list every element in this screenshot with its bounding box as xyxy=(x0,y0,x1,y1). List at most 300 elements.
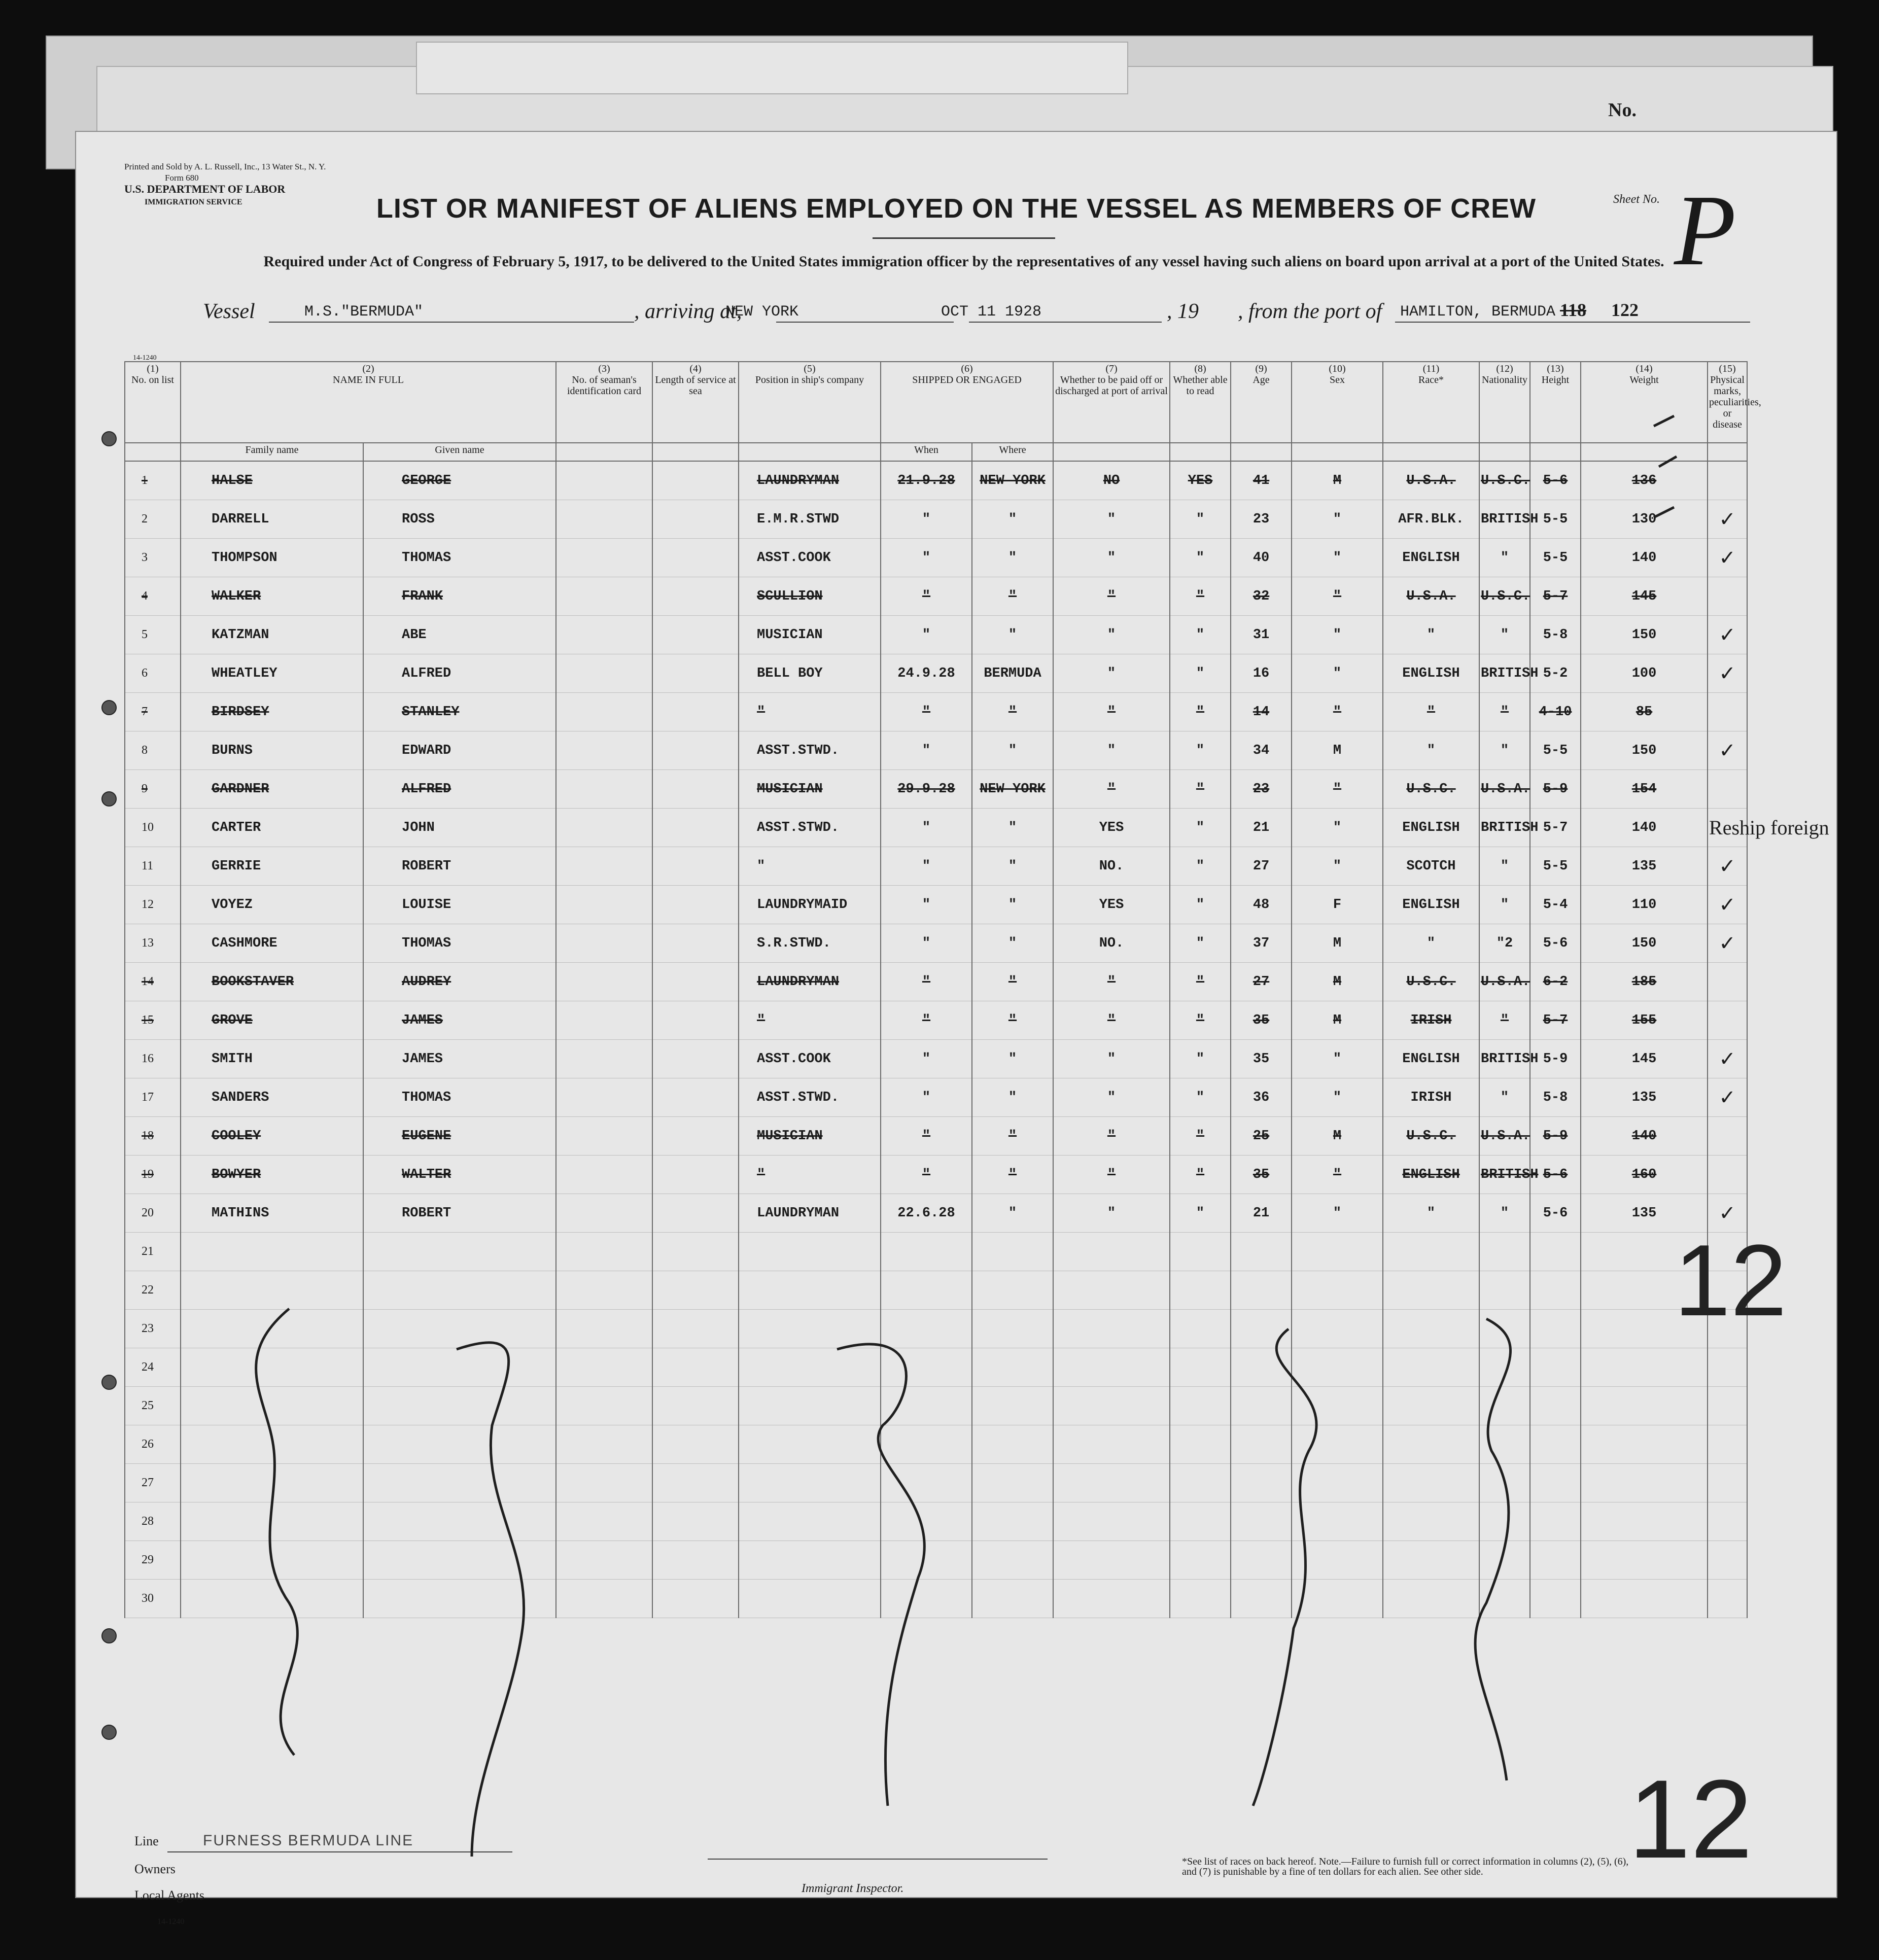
given-name-cell: AUDREY xyxy=(363,963,556,1001)
col-label: Weight xyxy=(1629,374,1659,386)
row-number: 9 xyxy=(125,770,181,809)
age-cell: 36 xyxy=(1231,1078,1292,1117)
paid-off-cell: NO xyxy=(1053,461,1170,500)
able-read-cell: " xyxy=(1170,654,1231,693)
nationality-cell: " xyxy=(1479,616,1530,654)
family-name-cell: GARDNER xyxy=(181,770,363,809)
race-cell: U.S.A. xyxy=(1383,577,1479,616)
when-cell: " xyxy=(881,1078,972,1117)
when-cell: 24.9.28 xyxy=(881,654,972,693)
paid-off-cell: " xyxy=(1053,963,1170,1001)
position-cell: " xyxy=(739,693,881,731)
able-read-cell: " xyxy=(1170,693,1231,731)
col-num: (1) xyxy=(147,363,159,374)
family-name-cell: WALKER xyxy=(181,577,363,616)
manifest-page xyxy=(76,132,1836,1926)
when-cell: " xyxy=(881,731,972,770)
age-cell: 25 xyxy=(1231,1117,1292,1156)
family-name-cell: COOLEY xyxy=(181,1117,363,1156)
weight-cell: 100 xyxy=(1581,654,1708,693)
position-cell: E.M.R.STWD xyxy=(739,500,881,539)
weight-cell: 185 xyxy=(1581,963,1708,1001)
col-label: Whether to be paid off or discharged at port of arrival xyxy=(1055,374,1168,397)
when-cell: " xyxy=(881,693,972,731)
col-num: (14) xyxy=(1636,363,1653,374)
family-name-cell: BIRDSEY xyxy=(181,693,363,731)
weight-cell: 155 xyxy=(1581,1001,1708,1040)
physical-marks-cell: ✓ xyxy=(1708,731,1747,770)
when-cell: " xyxy=(881,539,972,577)
able-read-cell: " xyxy=(1170,886,1231,924)
sex-cell: " xyxy=(1292,809,1383,847)
paid-off-cell: NO. xyxy=(1053,924,1170,963)
paid-off-cell: " xyxy=(1053,616,1170,654)
position-cell: SCULLION xyxy=(739,577,881,616)
height-cell: 5-2 xyxy=(1530,654,1581,693)
paid-off-cell: " xyxy=(1053,770,1170,809)
where-cell: " xyxy=(972,1001,1053,1040)
family-name-cell: BOOKSTAVER xyxy=(181,963,363,1001)
row-number: 23 xyxy=(125,1310,181,1348)
family-name-cell: BOWYER xyxy=(181,1156,363,1194)
sex-cell: M xyxy=(1292,963,1383,1001)
position-cell: ASST.COOK xyxy=(739,539,881,577)
sex-cell: " xyxy=(1292,1156,1383,1194)
scribble-strokes xyxy=(76,132,1836,1897)
position-cell: BELL BOY xyxy=(739,654,881,693)
height-cell: 5-8 xyxy=(1530,616,1581,654)
col-label: Position in ship's company xyxy=(755,374,864,386)
height-cell: 5-5 xyxy=(1530,539,1581,577)
top-no-label: No. xyxy=(1608,99,1637,121)
nationality-cell: U.S.C. xyxy=(1479,577,1530,616)
nationality-cell: U.S.A. xyxy=(1479,770,1530,809)
when-cell: " xyxy=(881,886,972,924)
able-read-cell: " xyxy=(1170,731,1231,770)
race-cell: ENGLISH xyxy=(1383,539,1479,577)
page-number-current: 122 xyxy=(1611,300,1639,320)
physical-marks-cell: ✓ xyxy=(1708,886,1747,924)
row-number: 2 xyxy=(125,500,181,539)
weight-cell: 140 xyxy=(1581,809,1708,847)
paid-off-cell: YES xyxy=(1053,886,1170,924)
race-cell: U.S.C. xyxy=(1383,770,1479,809)
weight-cell: 136 xyxy=(1581,461,1708,500)
height-cell: 6-2 xyxy=(1530,963,1581,1001)
row-number: 7 xyxy=(125,693,181,731)
paid-off-cell: " xyxy=(1053,1117,1170,1156)
scribble-stroke xyxy=(1475,1319,1510,1780)
scribble-stroke xyxy=(256,1309,298,1755)
col-label: Height xyxy=(1541,374,1570,386)
row-number: 20 xyxy=(125,1194,181,1233)
col-num: (12) xyxy=(1496,363,1513,374)
row-number: 1 xyxy=(125,461,181,500)
family-name-cell: GROVE xyxy=(181,1001,363,1040)
paid-off-cell: " xyxy=(1053,1078,1170,1117)
row-number: 27 xyxy=(125,1464,181,1502)
col-label: Age xyxy=(1252,374,1270,386)
where-cell: " xyxy=(972,1156,1053,1194)
sex-cell: " xyxy=(1292,539,1383,577)
owners-label: Owners xyxy=(134,1862,176,1876)
form-code: 14-1240 xyxy=(133,354,157,362)
weight-cell: 150 xyxy=(1581,924,1708,963)
line-value: FURNESS BERMUDA LINE xyxy=(203,1832,414,1849)
sheet-mark: P xyxy=(1674,174,1736,287)
height-cell: 5-5 xyxy=(1530,847,1581,886)
where-cell: " xyxy=(972,731,1053,770)
where-cell: " xyxy=(972,847,1053,886)
race-cell: ENGLISH xyxy=(1383,654,1479,693)
paid-off-cell: " xyxy=(1053,1040,1170,1078)
where-cell: " xyxy=(972,809,1053,847)
sex-cell: " xyxy=(1292,1194,1383,1233)
when-cell: " xyxy=(881,809,972,847)
race-cell: U.S.C. xyxy=(1383,1117,1479,1156)
age-cell: 35 xyxy=(1231,1001,1292,1040)
age-cell: 32 xyxy=(1231,577,1292,616)
paid-off-cell: " xyxy=(1053,1194,1170,1233)
weight-cell: 110 xyxy=(1581,886,1708,924)
sex-cell: M xyxy=(1292,731,1383,770)
when-cell: 22.6.28 xyxy=(881,1194,972,1233)
age-cell: 31 xyxy=(1231,616,1292,654)
paid-off-cell: " xyxy=(1053,1156,1170,1194)
count-annotation: 12 xyxy=(1674,1224,1787,1337)
paid-off-cell: " xyxy=(1053,731,1170,770)
able-read-cell: " xyxy=(1170,1001,1231,1040)
physical-marks-cell: ✓ xyxy=(1708,1078,1747,1117)
weight-cell: 130 xyxy=(1581,500,1708,539)
where-cell: " xyxy=(972,539,1053,577)
paid-off-cell: " xyxy=(1053,1001,1170,1040)
position-cell: MUSICIAN xyxy=(739,1117,881,1156)
able-read-cell: " xyxy=(1170,770,1231,809)
binder-hole xyxy=(101,1628,117,1643)
underlying-page xyxy=(416,42,1128,94)
footer-form-code: 14-1240 xyxy=(157,1917,185,1926)
nationality-cell: BRITISH xyxy=(1479,1156,1530,1194)
race-cell: ENGLISH xyxy=(1383,886,1479,924)
physical-marks-cell: ✓ xyxy=(1708,924,1747,963)
row-number: 12 xyxy=(125,886,181,924)
able-read-cell: " xyxy=(1170,847,1231,886)
nationality-cell: " xyxy=(1479,847,1530,886)
age-cell: 21 xyxy=(1231,1194,1292,1233)
weight-cell: 85 xyxy=(1581,693,1708,731)
race-cell: " xyxy=(1383,616,1479,654)
position-cell: LAUNDRYMAID xyxy=(739,886,881,924)
arriving-label: , arriving at, xyxy=(634,300,742,323)
scribble-stroke xyxy=(457,1343,524,1857)
family-name-cell: CASHMORE xyxy=(181,924,363,963)
sex-cell: M xyxy=(1292,1001,1383,1040)
able-read-cell: " xyxy=(1170,1156,1231,1194)
row-number: 16 xyxy=(125,1040,181,1078)
col-label: Physical marks, peculiarities, or disease xyxy=(1709,374,1761,430)
when-cell: " xyxy=(881,924,972,963)
col-num: (11) xyxy=(1422,363,1440,374)
height-cell: 5-4 xyxy=(1530,886,1581,924)
family-name-cell: SANDERS xyxy=(181,1078,363,1117)
race-cell: SCOTCH xyxy=(1383,847,1479,886)
col-num: (13) xyxy=(1547,363,1564,374)
sex-cell: " xyxy=(1292,693,1383,731)
given-name-cell: ALFRED xyxy=(363,770,556,809)
age-cell: 37 xyxy=(1231,924,1292,963)
sex-cell: " xyxy=(1292,1078,1383,1117)
able-read-cell: " xyxy=(1170,1078,1231,1117)
row-number: 17 xyxy=(125,1078,181,1117)
col-num: (10) xyxy=(1329,363,1346,374)
col-num: (7) xyxy=(1105,363,1118,374)
age-cell: 48 xyxy=(1231,886,1292,924)
family-name-cell: CARTER xyxy=(181,809,363,847)
height-cell: 5-8 xyxy=(1530,1078,1581,1117)
col-num: (15) xyxy=(1719,363,1736,374)
given-name-cell: EUGENE xyxy=(363,1117,556,1156)
weight-cell: 140 xyxy=(1581,1117,1708,1156)
col-label: Length of service at sea xyxy=(655,374,736,397)
position-cell: MUSICIAN xyxy=(739,616,881,654)
race-cell: ENGLISH xyxy=(1383,809,1479,847)
inspector-label: Immigrant Inspector. xyxy=(802,1882,904,1895)
row-number: 19 xyxy=(125,1156,181,1194)
position-cell: LAUNDRYMAN xyxy=(739,461,881,500)
sex-cell: " xyxy=(1292,577,1383,616)
nationality-cell: BRITISH xyxy=(1479,809,1530,847)
weight-cell: 135 xyxy=(1581,1078,1708,1117)
physical-marks-cell: Reship foreign xyxy=(1708,809,1747,847)
race-cell: U.S.A. xyxy=(1383,461,1479,500)
where-cell: " xyxy=(972,924,1053,963)
paid-off-cell: " xyxy=(1053,500,1170,539)
given-name-cell: WALTER xyxy=(363,1156,556,1194)
position-cell: S.R.STWD. xyxy=(739,924,881,963)
height-cell: 5-5 xyxy=(1530,500,1581,539)
where-cell: " xyxy=(972,577,1053,616)
col-num: (8) xyxy=(1194,363,1206,374)
able-read-cell: " xyxy=(1170,1040,1231,1078)
position-cell: MUSICIAN xyxy=(739,770,881,809)
height-cell: 5-6 xyxy=(1530,1156,1581,1194)
when-cell: " xyxy=(881,1001,972,1040)
department-name: U.S. DEPARTMENT OF LABOR xyxy=(124,183,286,195)
sex-cell: " xyxy=(1292,654,1383,693)
scribble-stroke xyxy=(1253,1329,1316,1806)
given-name-cell: LOUISE xyxy=(363,886,556,924)
physical-marks-cell: ✓ xyxy=(1708,1194,1747,1233)
able-read-cell: " xyxy=(1170,963,1231,1001)
height-cell: 5-7 xyxy=(1530,577,1581,616)
given-name-cell: JAMES xyxy=(363,1040,556,1078)
where-cell: NEW YORK xyxy=(972,770,1053,809)
weight-cell: 145 xyxy=(1581,577,1708,616)
weight-cell: 150 xyxy=(1581,616,1708,654)
age-cell: 27 xyxy=(1231,847,1292,886)
sex-cell: M xyxy=(1292,924,1383,963)
when-cell: " xyxy=(881,577,972,616)
given-name-cell: ALFRED xyxy=(363,654,556,693)
nationality-cell: " xyxy=(1479,539,1530,577)
given-name-cell: JAMES xyxy=(363,1001,556,1040)
col-num: (5) xyxy=(804,363,816,374)
from-label: , from the port of xyxy=(1238,300,1382,323)
subhead-given: Given name xyxy=(363,443,556,461)
family-name-cell: HALSE xyxy=(181,461,363,500)
row-number: 24 xyxy=(125,1348,181,1387)
age-cell: 27 xyxy=(1231,963,1292,1001)
age-cell: 23 xyxy=(1231,500,1292,539)
binder-hole xyxy=(101,1375,117,1390)
race-cell: " xyxy=(1383,924,1479,963)
col-num: (6) xyxy=(961,363,973,374)
height-cell: 5-9 xyxy=(1530,1117,1581,1156)
given-name-cell: JOHN xyxy=(363,809,556,847)
row-number: 15 xyxy=(125,1001,181,1040)
when-cell: " xyxy=(881,1117,972,1156)
row-number: 26 xyxy=(125,1425,181,1464)
sex-cell: " xyxy=(1292,500,1383,539)
row-number: 13 xyxy=(125,924,181,963)
year-label: , 19 xyxy=(1167,300,1199,323)
col-label: SHIPPED OR ENGAGED xyxy=(912,374,1022,386)
able-read-cell: " xyxy=(1170,500,1231,539)
when-cell: " xyxy=(881,847,972,886)
row-number: 25 xyxy=(125,1387,181,1425)
row-number: 30 xyxy=(125,1580,181,1618)
row-number: 14 xyxy=(125,963,181,1001)
physical-marks-cell: ✓ xyxy=(1708,847,1747,886)
given-name-cell: STANLEY xyxy=(363,693,556,731)
able-read-cell: " xyxy=(1170,1117,1231,1156)
vessel-label: Vessel xyxy=(203,300,255,323)
race-cell: " xyxy=(1383,1194,1479,1233)
height-cell: 4-10 xyxy=(1530,693,1581,731)
able-read-cell: YES xyxy=(1170,461,1231,500)
row-number: 8 xyxy=(125,731,181,770)
sex-cell: " xyxy=(1292,770,1383,809)
age-cell: 16 xyxy=(1231,654,1292,693)
physical-marks-cell: ✓ xyxy=(1708,616,1747,654)
position-cell: " xyxy=(739,847,881,886)
family-name-cell: THOMPSON xyxy=(181,539,363,577)
able-read-cell: " xyxy=(1170,924,1231,963)
row-number: 11 xyxy=(125,847,181,886)
given-name-cell: GEORGE xyxy=(363,461,556,500)
physical-marks-cell: ✓ xyxy=(1708,1040,1747,1078)
race-cell: AFR.BLK. xyxy=(1383,500,1479,539)
row-number: 5 xyxy=(125,616,181,654)
able-read-cell: " xyxy=(1170,577,1231,616)
weight-cell: 135 xyxy=(1581,1194,1708,1233)
subtitle: Required under Act of Congress of February 5, 1917, to be delivered to the United States immigration officer by the representatives of any vessel having such aliens on board upon arrival at a port of the United States. xyxy=(263,253,1664,270)
family-name-cell: WHEATLEY xyxy=(181,654,363,693)
position-cell: " xyxy=(739,1156,881,1194)
weight-cell: 150 xyxy=(1581,731,1708,770)
col-label: No. of seaman's identification card xyxy=(567,374,642,397)
col-num: (2) xyxy=(362,363,374,374)
height-cell: 5-6 xyxy=(1530,461,1581,500)
weight-cell: 140 xyxy=(1581,539,1708,577)
col-num: (9) xyxy=(1255,363,1267,374)
row-number: 28 xyxy=(125,1502,181,1541)
row-number: 22 xyxy=(125,1271,181,1310)
age-cell: 40 xyxy=(1231,539,1292,577)
family-name-cell: MATHINS xyxy=(181,1194,363,1233)
when-cell: " xyxy=(881,500,972,539)
given-name-cell: ROSS xyxy=(363,500,556,539)
sex-cell: " xyxy=(1292,1040,1383,1078)
position-cell: ASST.COOK xyxy=(739,1040,881,1078)
col-num: (4) xyxy=(689,363,702,374)
given-name-cell: THOMAS xyxy=(363,924,556,963)
nationality-cell: "2 xyxy=(1479,924,1530,963)
page-number-struck: 118 xyxy=(1560,300,1587,320)
where-cell: " xyxy=(972,1194,1053,1233)
age-cell: 21 xyxy=(1231,809,1292,847)
age-cell: 23 xyxy=(1231,770,1292,809)
sex-cell: M xyxy=(1292,1117,1383,1156)
where-cell: " xyxy=(972,500,1053,539)
race-cell: " xyxy=(1383,693,1479,731)
sex-cell: " xyxy=(1292,616,1383,654)
row-number: 6 xyxy=(125,654,181,693)
arriving-port: NEW YORK xyxy=(725,303,799,321)
position-cell: LAUNDRYMAN xyxy=(739,1194,881,1233)
weight-cell: 160 xyxy=(1581,1156,1708,1194)
able-read-cell: " xyxy=(1170,539,1231,577)
paid-off-cell: YES xyxy=(1053,809,1170,847)
weight-cell: 145 xyxy=(1581,1040,1708,1078)
binder-hole xyxy=(101,1725,117,1740)
count-annotation: 12 xyxy=(1628,1757,1753,1881)
able-read-cell: " xyxy=(1170,809,1231,847)
where-cell: NEW YORK xyxy=(972,461,1053,500)
where-cell: BERMUDA xyxy=(972,654,1053,693)
age-cell: 35 xyxy=(1231,1040,1292,1078)
col-label: Sex xyxy=(1330,374,1345,386)
where-cell: " xyxy=(972,963,1053,1001)
col-label: Nationality xyxy=(1482,374,1527,386)
height-cell: 5-7 xyxy=(1530,1001,1581,1040)
weight-cell: 135 xyxy=(1581,847,1708,886)
printer-text: Printed and Sold by A. L. Russell, Inc., 13 Water St., N. Y. xyxy=(124,162,326,171)
age-cell: 34 xyxy=(1231,731,1292,770)
row-number: 29 xyxy=(125,1541,181,1580)
nationality-cell: " xyxy=(1479,1078,1530,1117)
family-name-cell: SMITH xyxy=(181,1040,363,1078)
when-cell: " xyxy=(881,1156,972,1194)
able-read-cell: " xyxy=(1170,616,1231,654)
family-name-cell: BURNS xyxy=(181,731,363,770)
weight-cell: 154 xyxy=(1581,770,1708,809)
row-number: 10 xyxy=(125,809,181,847)
row-number: 18 xyxy=(125,1117,181,1156)
when-cell: " xyxy=(881,963,972,1001)
row-number: 21 xyxy=(125,1233,181,1271)
where-cell: " xyxy=(972,886,1053,924)
family-name-cell: DARRELL xyxy=(181,500,363,539)
height-cell: 5-9 xyxy=(1530,1040,1581,1078)
race-cell: " xyxy=(1383,731,1479,770)
service-name: IMMIGRATION SERVICE xyxy=(145,198,242,206)
sex-cell: " xyxy=(1292,847,1383,886)
binder-hole xyxy=(101,700,117,715)
nationality-cell: " xyxy=(1479,693,1530,731)
where-cell: " xyxy=(972,1117,1053,1156)
